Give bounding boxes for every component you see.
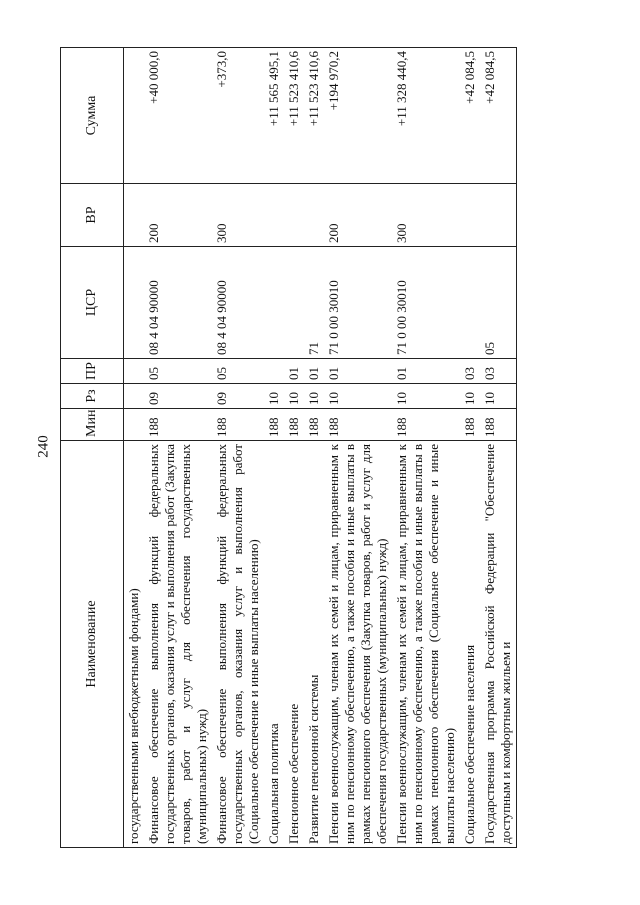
row-rz — [124, 384, 145, 409]
header-sum: Сумма — [61, 48, 124, 184]
row-min: 188 — [480, 409, 517, 441]
rotated-table-container — [60, 48, 580, 848]
table-row — [460, 48, 480, 848]
header-name: Наименование — [61, 441, 124, 848]
table-row — [304, 48, 324, 848]
row-rz: 10 — [460, 384, 480, 409]
row-sum: +11 328 440,4 — [392, 48, 460, 184]
row-sum: +194 970,2 — [324, 48, 392, 184]
row-vr — [124, 184, 145, 247]
row-pr: 03 — [480, 359, 517, 384]
row-csr: 71 — [304, 247, 324, 359]
row-sum: +373,0 — [212, 48, 264, 184]
budget-table — [60, 47, 517, 848]
row-rz: 10 — [264, 384, 284, 409]
table-row — [212, 48, 264, 848]
row-csr: 05 — [480, 247, 517, 359]
row-pr — [264, 359, 284, 384]
row-vr: 200 — [144, 184, 212, 247]
row-min: 188 — [264, 409, 284, 441]
row-rz: 10 — [324, 384, 392, 409]
header-rz: Рз — [61, 384, 124, 409]
row-rz: 10 — [284, 384, 304, 409]
row-vr — [284, 184, 304, 247]
row-rz: 09 — [144, 384, 212, 409]
row-pr: 01 — [284, 359, 304, 384]
row-min: 188 — [284, 409, 304, 441]
row-csr: 08 4 04 90000 — [144, 247, 212, 359]
row-pr: 05 — [212, 359, 264, 384]
row-csr: 71 0 00 30010 — [324, 247, 392, 359]
row-min — [124, 409, 145, 441]
row-vr: 300 — [212, 184, 264, 247]
table-row — [284, 48, 304, 848]
table-row — [392, 48, 460, 848]
row-pr: 05 — [144, 359, 212, 384]
row-name: Социальное обеспечение населения — [460, 441, 480, 848]
row-csr — [460, 247, 480, 359]
row-sum — [124, 48, 145, 184]
row-vr — [264, 184, 284, 247]
row-name: Пенсии военнослужащим, членам их семей и лицам, приравненным к ним по пенсионному обеспечению, а также пособия и иные выплаты в рамках пенсионного обеспечения (Социальное обеспечение и иные выплаты населению) — [392, 441, 460, 848]
row-pr: 01 — [392, 359, 460, 384]
row-pr: 01 — [304, 359, 324, 384]
row-vr — [480, 184, 517, 247]
row-name: Пенсионное обеспечение — [284, 441, 304, 848]
table-row — [264, 48, 284, 848]
row-pr: 03 — [460, 359, 480, 384]
row-vr — [304, 184, 324, 247]
row-sum: +11 565 495,1 — [264, 48, 284, 184]
row-name: Финансовое обеспечение выполнения функций федеральных государственных органов, оказания услуг и выполнения работ (Закупка товаров, работ и услуг для обеспечения государственных (муниципальных) нужд) — [144, 441, 212, 848]
row-vr: 300 — [392, 184, 460, 247]
row-rz: 10 — [480, 384, 517, 409]
row-rz: 10 — [304, 384, 324, 409]
row-name: Развитие пенсионной системы — [304, 441, 324, 848]
row-vr: 200 — [324, 184, 392, 247]
row-pr: 01 — [324, 359, 392, 384]
row-csr: 71 0 00 30010 — [392, 247, 460, 359]
row-csr — [124, 247, 145, 359]
row-min: 188 — [460, 409, 480, 441]
row-vr — [460, 184, 480, 247]
row-min: 188 — [144, 409, 212, 441]
table-row — [144, 48, 212, 848]
row-csr: 08 4 04 90000 — [212, 247, 264, 359]
row-sum: +11 523 410,6 — [284, 48, 304, 184]
row-min: 188 — [392, 409, 460, 441]
row-min: 188 — [212, 409, 264, 441]
row-sum: +11 523 410,6 — [304, 48, 324, 184]
header-csr: ЦСР — [61, 247, 124, 359]
table-row — [480, 48, 517, 848]
row-csr — [284, 247, 304, 359]
table-row — [124, 48, 145, 848]
row-pr — [124, 359, 145, 384]
row-rz: 09 — [212, 384, 264, 409]
row-name: Социальная политика — [264, 441, 284, 848]
header-pr: ПР — [61, 359, 124, 384]
header-min: Мин — [61, 409, 124, 441]
row-sum: +42 084,5 — [460, 48, 480, 184]
row-name: Финансовое обеспечение выполнения функций федеральных государственных органов, оказания услуг и выполнения работ (Социальное обеспечение и иные выплаты населению) — [212, 441, 264, 848]
row-csr — [264, 247, 284, 359]
row-min: 188 — [304, 409, 324, 441]
row-min: 188 — [324, 409, 392, 441]
row-sum: +42 084,5 — [480, 48, 517, 184]
row-name: государственными внебюджетными фондами) — [124, 441, 145, 848]
row-name: Государственная программа Российской Федерации "Обеспечение доступным и комфортным жильем и — [480, 441, 517, 848]
table-row — [324, 48, 392, 848]
row-rz: 10 — [392, 384, 460, 409]
page-number: 240 — [35, 435, 52, 458]
row-sum: +40 000,0 — [144, 48, 212, 184]
table-header-row — [61, 48, 124, 848]
header-vr: ВР — [61, 184, 124, 247]
row-name: Пенсии военнослужащим, членам их семей и лицам, приравненным к ним по пенсионному обеспечению, а также пособия и иные выплаты в рамках пенсионного обеспечения (Закупка товаров, работ и услуг для обеспечения государственных (муниципальных) нужд) — [324, 441, 392, 848]
